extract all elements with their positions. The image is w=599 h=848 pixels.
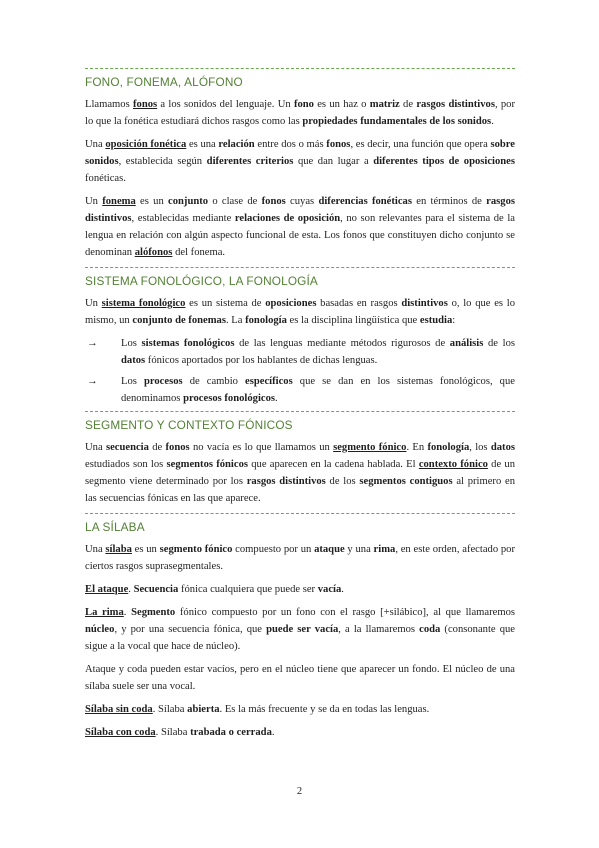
bold-text: procesos — [143, 376, 183, 387]
text-run: Llamamos — [85, 99, 133, 110]
bold-text: diferentes criterios — [206, 156, 294, 167]
page-number: 2 — [296, 786, 303, 797]
text-run: estudiados son los — [85, 459, 167, 470]
key-term: contexto fónico — [418, 459, 488, 470]
section-divider — [85, 267, 515, 268]
bold-text: datos — [490, 442, 515, 453]
arrow-right-icon: → — [87, 338, 98, 349]
text-run: Ataque y coda pueden estar vacíos, pero en el núcleo tiene que aparecer un fondo. El núcleo de una sílaba suele ser una vocal. — [85, 664, 515, 692]
text-run: , en este orden, afectado por ciertos rasgos suprasegmentales. — [85, 544, 515, 572]
section-divider — [85, 411, 515, 412]
text-run: es la disciplina lingüística que — [286, 315, 420, 326]
key-term: fonema — [102, 196, 136, 207]
bold-text: trabada o cerrada — [190, 727, 272, 738]
bullet-text — [121, 335, 515, 369]
text-run: fónica cualquiera que puede ser — [178, 584, 318, 595]
bold-text: fonología — [427, 442, 470, 453]
paragraph — [85, 439, 515, 507]
bold-text: matriz — [369, 99, 400, 110]
key-term: segmento fónico — [333, 442, 407, 453]
text-run: Un — [85, 196, 103, 207]
bold-text: ataque — [314, 544, 345, 555]
bold-text: puede ser vacía — [266, 624, 339, 635]
text-run: Los — [121, 338, 142, 349]
text-run: , establecidas mediante — [131, 213, 235, 224]
bold-text: específicos — [245, 376, 293, 387]
bold-text: fonos — [165, 442, 190, 453]
text-run: es un — [135, 196, 169, 207]
text-run: de las lenguas mediante métodos rigurosos de — [234, 338, 450, 349]
text-run: es un — [131, 544, 160, 555]
bold-text: Secuencia — [133, 584, 179, 595]
bold-text: rasgos distintivos — [416, 99, 495, 110]
bold-text: vacía — [317, 584, 342, 595]
bullet-item — [85, 335, 515, 369]
text-run: . — [491, 116, 494, 127]
text-run: . Sílaba — [155, 727, 191, 738]
text-run: a los sonidos del lenguaje. Un — [157, 99, 294, 110]
text-run: fónico compuesto por un fono con el rasgo [+silábico], al que llamaremos — [175, 607, 516, 618]
text-run: , no son relevantes para el sistema de la lengua en relación con algún aspecto funcional de esta. Los fonos que constituyen dicho conjunto se denominan — [85, 213, 515, 258]
text-run: , por lo que la fonética estudiará dichos rasgos como las — [85, 99, 515, 127]
text-run: al primero en las secuencias fónicas en las que aparece. — [85, 476, 516, 504]
text-run: es un haz o — [313, 99, 370, 110]
section-la-silaba — [85, 513, 515, 741]
key-term: fonos — [133, 99, 158, 110]
bold-text: rasgos distintivos — [85, 196, 515, 224]
bold-text: sobre sonidos — [85, 139, 515, 167]
text-run: . — [128, 584, 134, 595]
bold-text: fonos — [326, 139, 351, 150]
section-heading: SISTEMA FONOLÓGICO, LA FONOLOGÍA — [85, 274, 318, 288]
bold-text: rasgos distintivos — [246, 476, 326, 487]
bold-text: rima — [373, 544, 396, 555]
section-divider — [85, 513, 515, 514]
text-run: de los — [483, 338, 515, 349]
bold-text: procesos fonológicos — [183, 393, 276, 404]
text-run: de — [148, 442, 166, 453]
section-heading: SEGMENTO Y CONTEXTO FÓNICOS — [85, 418, 293, 432]
bold-text: relación — [218, 139, 255, 150]
bold-text: análisis — [449, 338, 484, 349]
text-run: Una — [85, 139, 106, 150]
paragraph — [85, 581, 515, 598]
text-run: y una — [344, 544, 374, 555]
text-run: de un segmento viene determinado por los — [85, 459, 516, 487]
text-run: , a la llamaremos — [338, 624, 420, 635]
text-run: Un — [85, 298, 102, 309]
text-run: . La — [225, 315, 246, 326]
key-term: Sílaba sin coda — [85, 704, 153, 715]
text-run: que se dan en los sistemas fonológicos, que denominamos — [121, 376, 515, 404]
bold-text: estudia — [419, 315, 453, 326]
text-run: entre dos o más — [254, 139, 327, 150]
arrow-right-icon: → — [87, 376, 98, 387]
text-run: que dan lugar a — [293, 156, 374, 167]
paragraph — [85, 701, 515, 718]
key-term: sistema fonológico — [101, 298, 186, 309]
text-run: de cambio — [182, 376, 246, 387]
key-term: alófonos — [134, 247, 173, 258]
bold-text: diferentes tipos de oposiciones — [373, 156, 515, 167]
bold-text: fono — [293, 99, 314, 110]
document-page — [85, 68, 515, 747]
text-run: o clase de — [208, 196, 262, 207]
key-term: Sílaba con coda — [85, 727, 156, 738]
text-run: fonéticas. — [85, 173, 126, 184]
text-run: , los — [469, 442, 491, 453]
bold-text: datos — [121, 355, 146, 366]
bold-text: diferencias fonéticas — [318, 196, 412, 207]
section-segmento-y-contexto-fonicos — [85, 411, 515, 507]
bold-text: segmento fónico — [159, 544, 233, 555]
text-run: es una — [186, 139, 219, 150]
text-run: basadas en rasgos — [316, 298, 402, 309]
text-run: en términos de — [411, 196, 487, 207]
bold-text: segmentos contiguos — [359, 476, 453, 487]
text-run: , es decir, una función que opera — [350, 139, 491, 150]
section-heading: LA SÍLABA — [85, 520, 145, 534]
section-sistema-fonologico-la-fonologia — [85, 267, 515, 407]
text-run: (consonante que sigue a la vocal que hace de núcleo). — [85, 624, 515, 652]
key-term: sílaba — [105, 544, 132, 555]
bold-text: secuencia — [105, 442, 149, 453]
bullet-item — [85, 373, 515, 407]
bold-text: fonología — [245, 315, 287, 326]
bold-text: oposiciones — [265, 298, 317, 309]
text-run: , y por una secuencia fónica, que — [114, 624, 267, 635]
text-run: . En — [406, 442, 428, 453]
section-fono-fonema-alofono — [85, 68, 515, 261]
paragraph — [85, 541, 515, 575]
text-run: que aparecen en la cadena hablada. El — [248, 459, 419, 470]
text-run: Los — [121, 376, 144, 387]
paragraph — [85, 96, 515, 130]
key-term: La rima — [85, 607, 124, 618]
paragraph — [85, 661, 515, 695]
paragraph — [85, 193, 515, 261]
paragraph — [85, 295, 515, 329]
text-run: . — [275, 393, 278, 404]
text-run: de — [399, 99, 417, 110]
bold-text: conjunto — [168, 196, 209, 207]
text-run: . — [271, 727, 275, 738]
key-term: El ataque — [85, 584, 129, 595]
text-run: . Es la más frecuente y se da en todas las lenguas. — [219, 704, 430, 715]
bold-text: coda — [419, 624, 441, 635]
text-run: : — [452, 315, 456, 326]
text-run: compuesto por un — [232, 544, 315, 555]
bold-text: distintivos — [401, 298, 448, 309]
bullet-text — [121, 373, 515, 407]
bold-text: propiedades fundamentales de los sonidos — [302, 116, 492, 127]
paragraph — [85, 136, 515, 187]
text-run: . — [341, 584, 344, 595]
bold-text: Segmento — [131, 607, 176, 618]
text-run: , establecida según — [118, 156, 207, 167]
text-run: fónicos aportados por los hablantes de dichas lenguas. — [145, 355, 378, 366]
bold-text: conjunto de fonemas — [132, 315, 226, 326]
section-divider — [85, 68, 515, 69]
text-run: del fonema. — [172, 247, 226, 258]
text-run: cuyas — [285, 196, 319, 207]
key-term: oposición fonética — [105, 139, 187, 150]
text-run: Una — [85, 442, 106, 453]
paragraph — [85, 724, 515, 741]
section-heading: FONO, FONEMA, ALÓFONO — [85, 75, 243, 89]
text-run: o, lo que es lo mismo, un — [85, 298, 515, 326]
bold-text: abierta — [187, 704, 220, 715]
bold-text: núcleo — [85, 624, 115, 635]
text-run: . — [123, 607, 132, 618]
bold-text: relaciones de oposición — [234, 213, 341, 224]
text-run: no vacía es lo que llamamos un — [189, 442, 334, 453]
text-run: Una — [85, 544, 106, 555]
text-run: es un sistema de — [185, 298, 266, 309]
text-run: de los — [325, 476, 360, 487]
paragraph — [85, 604, 515, 655]
bold-text: sistemas fonológicos — [141, 338, 235, 349]
text-run: . Sílaba — [152, 704, 188, 715]
bold-text: segmentos fónicos — [166, 459, 248, 470]
bold-text: fonos — [261, 196, 286, 207]
